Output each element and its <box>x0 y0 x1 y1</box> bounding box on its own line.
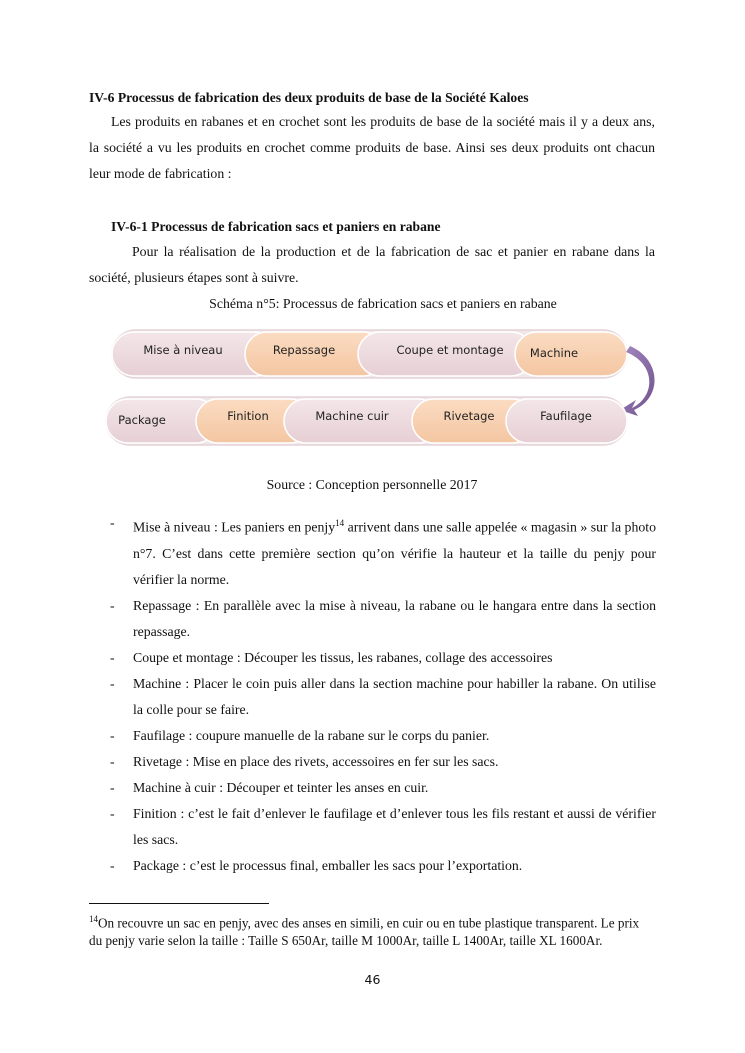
diagram-source: Source : Conception personnelle 2017 <box>266 477 478 492</box>
section-title: IV-6 Processus de fabrication des deux produits de base de la Société Kaloes <box>89 90 529 105</box>
diagram-caption: Schéma n°5: Processus de fabrication sacs et paniers en rabane <box>209 296 557 311</box>
step-label-machine-cuir: Machine cuir <box>315 409 389 423</box>
footnote-divider <box>89 903 269 904</box>
footnote <box>89 911 649 949</box>
steps-list <box>110 510 656 879</box>
list-item: - Faufilage : coupure manuelle de la rabane sur le corps du panier. <box>110 727 490 743</box>
step-label-finition: Finition <box>227 409 269 423</box>
list-item: - Machine : Placer le coin puis aller dans la section machine pour habiller la rabane. On utilise la colle pour se faire. <box>110 675 656 717</box>
row-2 <box>106 397 627 445</box>
process-diagram <box>100 322 660 452</box>
footnote-text: On recouvre un sac en penjy, avec des anses en simili, en cuir ou en tube plastique transparent. Le prix du penjy varie selon la taille : Taille S 650Ar, taille M 1000Ar, taille L 1400Ar, taille XL 1600Ar. <box>89 915 640 948</box>
footnote-ref: 14 <box>335 518 345 528</box>
list-item: - Machine à cuir : Découper et teinter les anses en cuir. <box>110 779 429 795</box>
step-label-mise-a-niveau: Mise à niveau <box>143 343 223 357</box>
step-label-faufilage: Faufilage <box>540 409 592 423</box>
list-item: - Mise à niveau : Les paniers en penjy$^{14}$ arrivent dans une salle appelée « magasin » sur la photo n°7. C’est dans cette première section qu’on vérifie la hauteur et la taille du penjy pour vérifier la norme. <box>110 515 656 587</box>
step-label-rivetage: Rivetage <box>443 409 495 423</box>
list-item: - Package : c’est le processus final, emballer les sacs pour l’exportation. <box>110 857 523 873</box>
list-item: - Finition : c’est le fait d’enlever le faufilage et d’enlever tous les fils restant et aussi de vérifier les sacs. <box>110 805 656 847</box>
subsection-title: IV-6-1 Processus de fabrication sacs et paniers en rabane <box>111 219 441 234</box>
row-1 <box>112 330 627 378</box>
page-number: 46 <box>364 972 381 987</box>
step-label-machine: Machine <box>529 346 579 360</box>
section-intro: Les produits en rabanes et en crochet sont les produits de base de la société mais il y a deux ans, la société a vu les produits en crochet comme produits de base. Ainsi ses deux produits ont chacun leur mode de fabrication : <box>89 114 655 181</box>
list-item: - Coupe et montage : Découper les tissus, les rabanes, collage des accessoires <box>110 649 553 665</box>
step-label-repassage: Repassage <box>272 343 336 357</box>
list-item: - Repassage : En parallèle avec la mise à niveau, la rabane ou le hangara entre dans la section repassage. <box>110 597 656 639</box>
step-label-package: Package <box>118 413 166 427</box>
step-label-coupe-montage: Coupe et montage <box>396 343 504 357</box>
footnote-mark: 14 <box>89 914 98 924</box>
subsection-intro: Pour la réalisation de la production et de la fabrication de sac et panier en rabane dans la société, plusieurs étapes sont à suivre. <box>89 244 655 285</box>
list-item: - Rivetage : Mise en place des rivets, accessoires en fer sur les sacs. <box>110 753 499 769</box>
